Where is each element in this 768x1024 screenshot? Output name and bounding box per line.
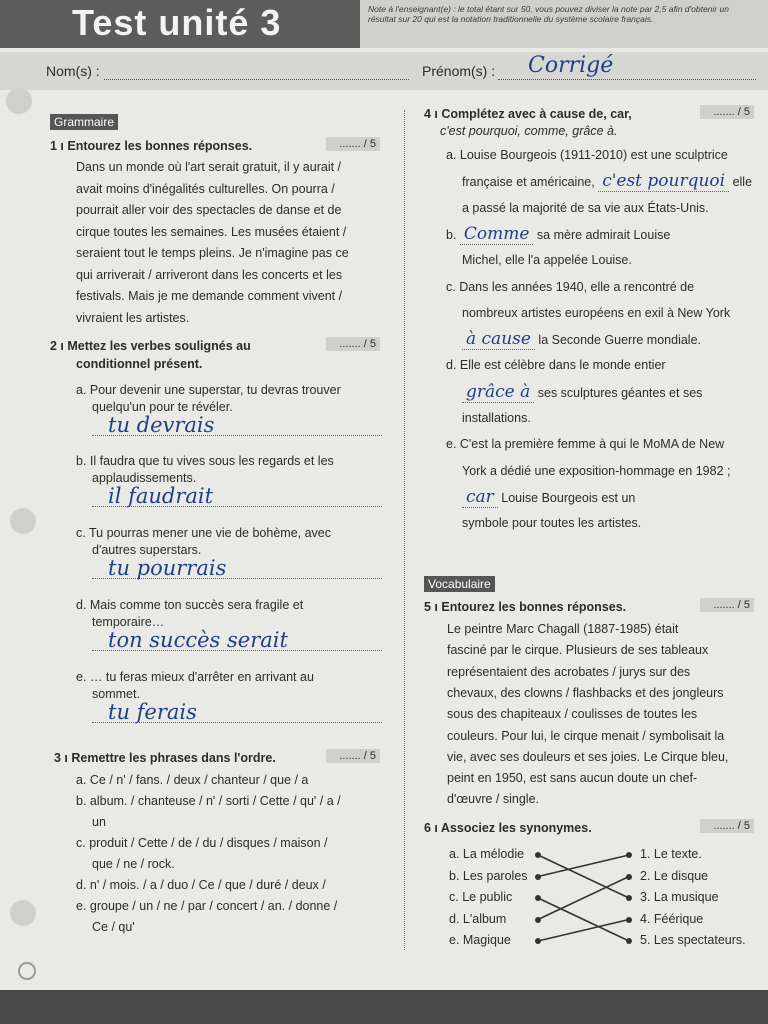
ex4-answer: car [462, 487, 498, 508]
ex2-title: 2 ı Mettez les verbes soulignés au [50, 339, 251, 353]
ex4-text-part: d. Elle est célèbre dans le monde entier [446, 358, 666, 373]
ex6-match-line [538, 920, 629, 942]
ex2-question: b. Il faudra que tu vives sous les regards et les [76, 454, 334, 468]
ex4-text-part: symbole pour toutes les artistes. [462, 516, 642, 531]
ex4-text-part: nombreux artistes européens en exil à New York [462, 305, 731, 320]
ex4-text-after: ses sculptures géantes et ses [534, 385, 703, 400]
ex4-answer: c'est pourquoi [598, 171, 729, 192]
ex5-line: d'œuvre / single. [447, 792, 540, 807]
ex2-score: ....... / 5 [326, 337, 380, 351]
ex4-text-after: Louise Bourgeois est un [497, 490, 636, 505]
ex3-line: Ce / qu' [92, 920, 135, 934]
ex6-left-item: a. La mélodie [449, 847, 525, 861]
ex6-right-item: 1. Le texte. [640, 847, 702, 861]
ex2-answer: il faudrait [108, 484, 214, 508]
ex2-answer: tu ferais [108, 700, 197, 724]
ex2-title-2: conditionnel présent. [76, 357, 203, 371]
teacher-note: Note à l'enseignant(e) : le total étant sur 50, vous pouvez diviser la note par 2,5 afin d'obtenir un résultat sur 20 qui est la notation traditionnelle du système scolaire français. [368, 4, 729, 24]
ex4-title: 4 ı Complétez avec à cause de, car, [424, 107, 632, 121]
ex1-line: cirque toutes les semaines. Les musées étaient / [76, 224, 347, 239]
ex5-title: 5 ı Entourez les bonnes réponses. [424, 600, 627, 614]
ex5-line: Le peintre Marc Chagall (1887-1985) était [447, 622, 679, 636]
ex4-text-part: installations. [462, 411, 531, 425]
ex2-answer: ton succès serait [108, 628, 288, 652]
ex3-line: d. n' / mois. / a / duo / Ce / que / duré / deux / [76, 878, 326, 892]
ex5-line: couleurs. Pour lui, le cirque menait / symbolisait la [447, 728, 725, 743]
ex2-question: c. Tu pourras mener une vie de bohème, avec [76, 526, 332, 540]
ex4-text-part: française et américaine, [462, 175, 599, 190]
ex4-text-part: Michel, elle l'a appelée Louise. [462, 253, 632, 268]
ex1-score: ....... / 5 [326, 137, 380, 151]
ex6-left-item: c. Le public [449, 890, 513, 904]
ex6-right-item: 4. Féérique [640, 911, 704, 926]
ex3-line: que / ne / rock. [92, 857, 175, 871]
prenom-label: Prénom(s) : [422, 63, 496, 79]
ex3-score: ....... / 5 [326, 749, 380, 763]
ex5-line: sous des chapiteaux / coulisses de toutes les [447, 707, 698, 722]
ex4-answer: à cause [462, 329, 535, 350]
ex2-question-cont: d'autres superstars. [92, 543, 202, 557]
ex6-left-item: d. L'album [449, 911, 507, 926]
ex5-line: peint en 1950, est sans aucun doute un chef- [447, 771, 698, 786]
ex6-left-item: e. Magique [449, 933, 511, 947]
ex4-text-part: a. Louise Bourgeois (1911-2010) est une sculptrice [446, 148, 728, 162]
ex1-line: avait moins d'inégalités culturelles. On pourra / [76, 181, 335, 196]
ex3-line: b. album. / chanteuse / n' / sorti / Cette / qu' / a / [76, 794, 341, 808]
page-title: Test unité 3 [72, 2, 282, 43]
ex4-text-part: a passé la majorité de sa vie aux États-Unis. [462, 200, 709, 215]
ex4-text-part: b. [446, 227, 460, 242]
ex1-line: qui arriverait / arriveront dans les concerts et les [76, 267, 343, 282]
ex6-match-line [538, 855, 629, 877]
ex5-line: vie, avec ses douleurs et ses joies. Le Cirque bleu, [447, 749, 729, 764]
ex1-line: Dans un monde où l'art serait gratuit, il y aurait / [76, 160, 342, 174]
ex2-question-cont: quelqu'un pour te révéler. [92, 400, 233, 414]
ex4-text-part: c. Dans les années 1940, elle a rencontré de [446, 279, 695, 294]
ex4-text-after: elle [729, 175, 753, 190]
nom-label: Nom(s) : [46, 63, 100, 79]
ex4-title-2: c'est pourquoi, comme, grâce à. [440, 124, 618, 138]
ex2-question-cont: temporaire… [92, 615, 165, 629]
grammaire-label: Grammaire [50, 114, 118, 130]
ex2-answer: tu pourrais [108, 556, 227, 580]
prenom-value: Corrigé [528, 53, 614, 78]
vocabulaire-label: Vocabulaire [424, 576, 495, 592]
ex3-title: 3 ı Remettre les phrases dans l'ordre. [54, 751, 276, 765]
ex1-line: vivraient les artistes. [76, 310, 190, 325]
ex4-answer: Comme [460, 224, 534, 245]
ex5-score: ....... / 5 [700, 598, 754, 612]
ex6-match-line [538, 855, 629, 898]
ex6-match-line [538, 898, 629, 941]
ex6-left-item: b. Les paroles [449, 868, 528, 883]
ex2-question: d. Mais comme ton succès sera fragile et [76, 598, 304, 612]
ex6-title: 6 ı Associez les synonymes. [424, 821, 592, 835]
ex2-question-cont: applaudissements. [92, 471, 197, 485]
ex4-text-part: e. C'est la première femme à qui le MoMA de New [446, 437, 725, 452]
ex3-line: a. Ce / n' / fans. / deux / chanteur / que / a [76, 773, 309, 787]
ex3-line: e. groupe / un / ne / par / concert / an. / donne / [76, 899, 338, 913]
ex1-title: 1 ı Entourez les bonnes réponses. [50, 139, 253, 153]
ex4-text-part: York a dédié une exposition-hommage en 1982 ; [462, 463, 731, 478]
ex5-line: représentaient des acrobates / jurys sur des [447, 664, 691, 679]
ex1-line: seraient tout le temps pleins. Je n'imagine pas ce [76, 246, 349, 260]
ex4-text-after: sa mère admirait Louise [533, 227, 671, 242]
ex2-answer: tu devrais [108, 413, 215, 437]
ex6-right-item: 3. La musique [640, 890, 719, 904]
ex6-match-line [538, 877, 629, 920]
ex5-line: chevaux, des clowns / flashbacks et des jongleurs [447, 685, 724, 700]
ex4-answer: grâce à [462, 382, 534, 403]
ex2-question-cont: sommet. [92, 687, 140, 701]
ex5-line: fasciné par le cirque. Plusieurs de ses tableaux [447, 643, 709, 658]
ex1-line: festivals. Mais je me demande comment vivent / [76, 289, 343, 303]
ex3-line: c. produit / Cette / de / du / disques / maison / [76, 836, 328, 850]
ex6-score: ....... / 5 [700, 819, 754, 833]
ex2-question: e. … tu feras mieux d'arrêter en arrivant au [76, 670, 314, 684]
ex2-question: a. Pour devenir une superstar, tu devras trouver [76, 383, 341, 397]
ex6-right-item: 5. Les spectateurs. [640, 933, 746, 947]
ex4-score: ....... / 5 [700, 105, 754, 119]
ex4-text-after: la Seconde Guerre mondiale. [534, 333, 702, 348]
ex3-line: un [92, 815, 106, 829]
ex6-right-item: 2. Le disque [640, 868, 709, 883]
ex1-line: pourrait aller voir des spectacles de danse et de [76, 203, 342, 217]
